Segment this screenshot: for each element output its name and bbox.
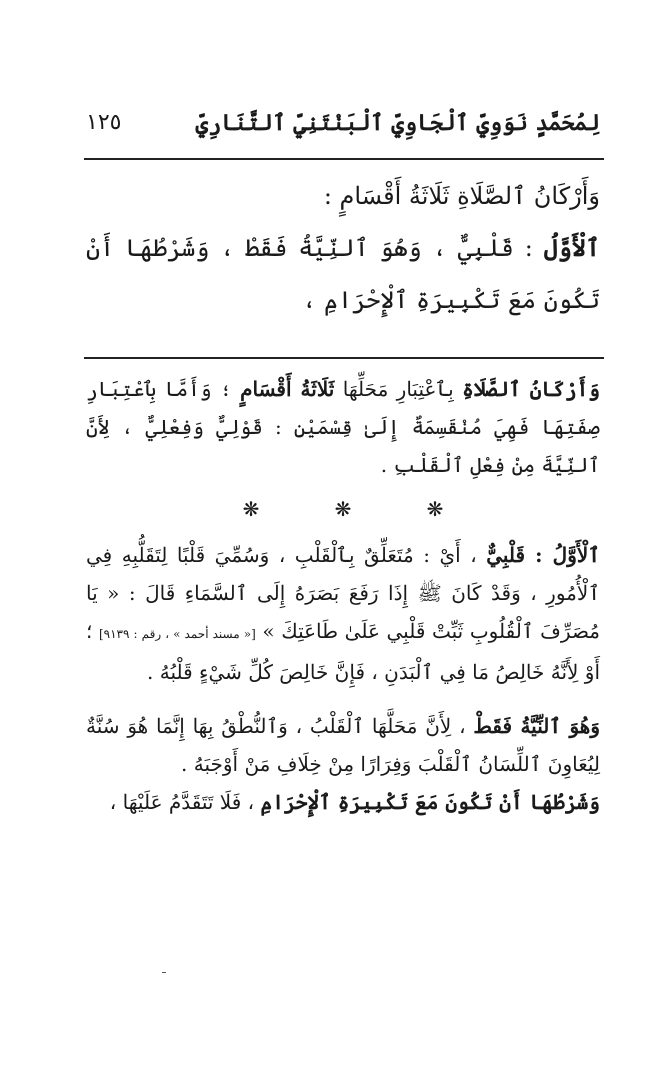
hadith-citation: [« مسند أحمد » ، رقم : ٩١٣٩] [98, 627, 256, 641]
commentary-keyword: ثَلَاثَةُ أَقْسَامٍ [240, 377, 335, 401]
matn-paragraph [86, 222, 600, 326]
matn-keyword: ٱلْأَوَّلُ [543, 233, 600, 262]
commentary-keyword: ٱلْأَوَّلُ : قَلْبِيٌّ [486, 543, 600, 567]
commentary-paragraph [86, 370, 600, 484]
separator-rule [84, 357, 604, 359]
page-header [84, 104, 604, 152]
matn-line [86, 170, 600, 222]
asterism-icon: ❋ [334, 497, 352, 521]
matn-heading: وَأَرْكَانُ ٱلصَّلَاةِ ثَلَاثَةُ أَقْسَامٍ : [323, 182, 600, 210]
commentary-run: ؛ أَوْ لِأَنَّهُ خَالِصُ مَا فِي ٱلْبَدَنِ ، فَإِنَّ خَالِصَ كُلِّ شَيْءٍ قَلْبُهُ . [86, 619, 600, 684]
commentary-run: ، لِأَنَّ مَحَلَّهَا ٱلْقَلْبُ ، وَٱلنُّطْقُ بِهَا إِنَّمَا هُوَ سُنَّةٌ لِيُعَاوِنَ ٱللِّسَانُ ٱلْقَلْبَ وَفِرَارًا مِنْ خِلَافِ مَنْ أَوْجَبَهُ . [86, 714, 600, 776]
matn-text [86, 170, 600, 326]
commentary-run: ، أَيْ : مُتَعَلِّقٌ بِٱلْقَلْبِ ، وَسُمِّيَ قَلْبًا لِتَقَلُّبِهِ فِي ٱلْأُمُورِ ، وَقَدْ كَانَ ﷺ إِذَا رَفَعَ بَصَرَهُ إِلَى ٱلسَّمَاءِ قَالَ : « يَا مُصَرِّفَ ٱلْقُلُوبِ ثَبِّتْ قَلْبِي عَلَىٰ طَاعَتِكَ » [86, 543, 600, 643]
matn-text-run: : قَلْبِيٌّ ، وَهُوَ ٱلنِّيَّةُ فَقَطْ ، وَشَرْطُهَا أَنْ تَكُونَ مَعَ تَكْبِيرَةِ ٱلْإِحْرَامِ ، [86, 234, 600, 314]
commentary-keyword: وَأَرْكَانُ ٱلصَّلَاةِ [462, 377, 601, 401]
commentary-run: ، فَلَا تَتَقَدَّمُ عَلَيْهَا ، [109, 790, 261, 814]
commentary-keyword: وَهُوَ ٱلنِّيَّةُ فَقَطْ [473, 714, 601, 738]
header-rule [84, 158, 604, 160]
page-mark [162, 972, 166, 973]
commentary-keyword: وَشَرْطُهَا أَنْ تَكُونَ مَعَ تَكْبِيرَةِ ٱلْإِحْرَامِ [260, 790, 600, 814]
commentary-paragraph [86, 783, 600, 821]
commentary-paragraph [86, 536, 600, 691]
commentary-run: بِٱعْتِبَارِ مَحَلِّهَا [334, 377, 463, 401]
section-divider [86, 488, 600, 530]
commentary-paragraph [86, 707, 600, 783]
running-title: لِمُحَمَّدٍ نَوَوِيِّ ٱلْجَاوِيِّ ٱلْبَنْتَنِيِّ ٱلتَّنَارِيِّ [195, 110, 600, 136]
asterism-icon: ❋ [242, 497, 260, 521]
commentary-run: ؛ وَأَمَّا بِٱعْتِبَارِ صِفَتِهَا فَهِيَ مُنْقَسِمَةٌ إِلَىٰ قِسْمَيْنِ : قَوْلِيٌّ وَفِعْلِيٌّ ، لِأَنَّ ٱلنِّيَّةَ مِنْ فِعْلِ ٱلْقَلْبِ . [86, 377, 600, 477]
asterism-icon: ❋ [426, 497, 444, 521]
page-number: ١٢٥ [86, 110, 122, 135]
commentary-text [86, 370, 600, 821]
